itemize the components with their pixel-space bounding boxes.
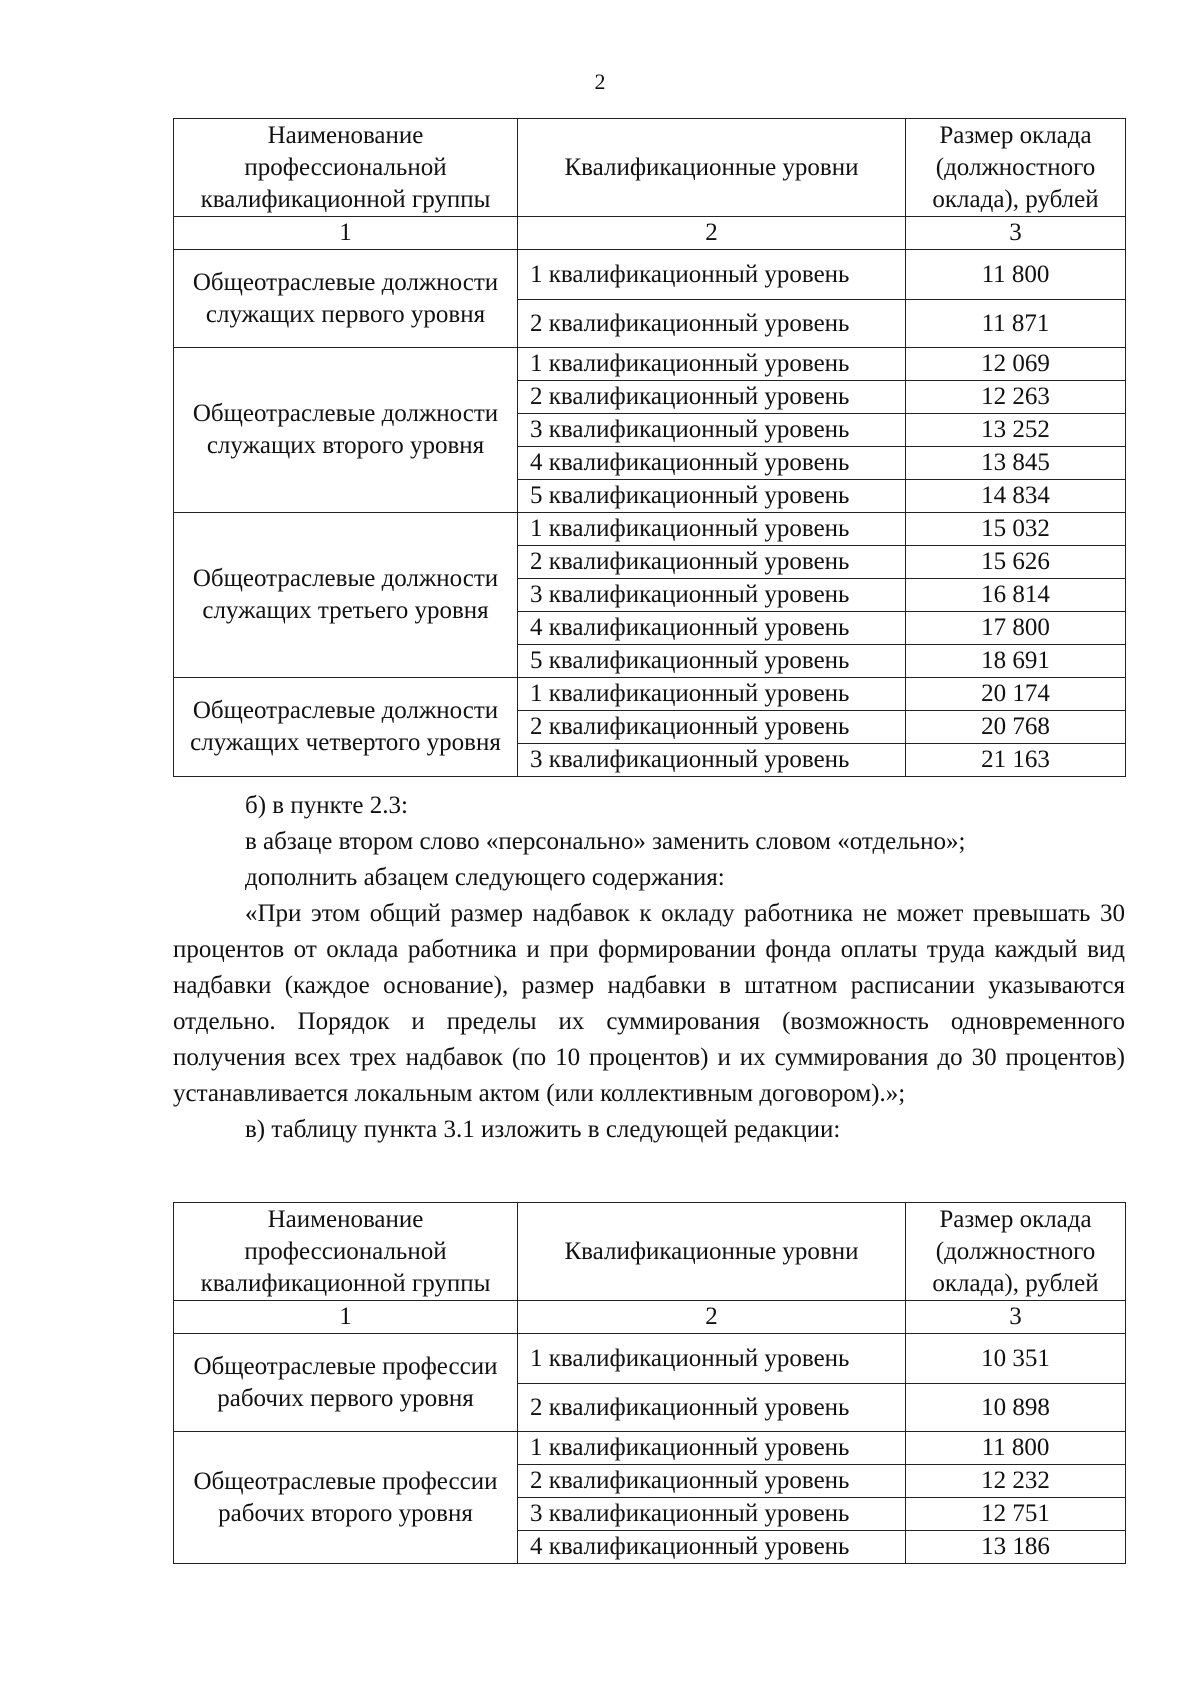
header-group-name: Наименование профессиональной квалификационной группы	[174, 1203, 518, 1301]
qualification-level: 5 квалификационный уровень	[518, 480, 906, 513]
column-number: 3	[906, 1301, 1126, 1334]
table-number-row	[174, 1301, 1126, 1334]
qualification-level: 3 квалификационный уровень	[518, 414, 906, 447]
header-salary: Размер оклада (должностного оклада), рублей	[906, 1203, 1126, 1301]
qualification-level: 3 квалификационный уровень	[518, 1498, 906, 1531]
group-name: Общеотраслевые должности служащих второго уровня	[174, 348, 518, 513]
salary-value: 12 069	[906, 348, 1126, 381]
salary-value: 13 186	[906, 1531, 1126, 1564]
table-header-row	[174, 119, 1126, 217]
qualification-level: 5 квалификационный уровень	[518, 645, 906, 678]
salary-value: 15 626	[906, 546, 1126, 579]
salary-value: 14 834	[906, 480, 1126, 513]
salary-value: 20 768	[906, 711, 1126, 744]
salary-value: 12 263	[906, 381, 1126, 414]
qualification-level: 3 квалификационный уровень	[518, 744, 906, 777]
salary-value: 13 845	[906, 447, 1126, 480]
table-number-row	[174, 217, 1126, 250]
salary-value: 10 351	[906, 1334, 1126, 1384]
qualification-level: 2 квалификационный уровень	[518, 711, 906, 744]
salary-table-employees	[173, 118, 1126, 777]
salary-value: 21 163	[906, 744, 1126, 777]
salary-value: 20 174	[906, 678, 1126, 711]
salary-value: 18 691	[906, 645, 1126, 678]
group-name: Общеотраслевые должности служащих третьего уровня	[174, 513, 518, 678]
paragraph-replace-word: в абзаце втором слово «персонально» заменить словом «отдельно»;	[245, 828, 966, 855]
salary-value: 11 800	[906, 1432, 1126, 1465]
group-name: Общеотраслевые должности служащих четвертого уровня	[174, 678, 518, 777]
column-number: 1	[174, 1301, 518, 1334]
qualification-level: 1 квалификационный уровень	[518, 1432, 906, 1465]
qualification-level: 2 квалификационный уровень	[518, 546, 906, 579]
table-header-row	[174, 1203, 1126, 1301]
qualification-level: 2 квалификационный уровень	[518, 300, 906, 348]
qualification-level: 2 квалификационный уровень	[518, 1384, 906, 1432]
salary-value: 11 800	[906, 250, 1126, 300]
salary-value: 11 871	[906, 300, 1126, 348]
column-number: 1	[174, 217, 518, 250]
item-v: в) таблицу пункта 3.1 изложить в следующей редакции:	[245, 1116, 841, 1143]
qualification-level: 1 квалификационный уровень	[518, 348, 906, 381]
salary-value: 16 814	[906, 579, 1126, 612]
group-name: Общеотраслевые должности служащих первого уровня	[174, 250, 518, 348]
salary-value: 13 252	[906, 414, 1126, 447]
salary-value: 15 032	[906, 513, 1126, 546]
qualification-level: 4 квалификационный уровень	[518, 447, 906, 480]
table-row	[174, 348, 1126, 381]
column-number: 2	[518, 217, 906, 250]
qualification-level: 1 квалификационный уровень	[518, 1334, 906, 1384]
qualification-level: 3 квалификационный уровень	[518, 579, 906, 612]
salary-table-workers	[173, 1202, 1126, 1564]
qualification-level: 4 квалификационный уровень	[518, 612, 906, 645]
table-row	[174, 513, 1126, 546]
qualification-level: 1 квалификационный уровень	[518, 250, 906, 300]
paragraph-add: дополнить абзацем следующего содержания:	[245, 864, 725, 891]
item-b: б) в пункте 2.3:	[245, 792, 408, 819]
salary-value: 12 232	[906, 1465, 1126, 1498]
header-salary: Размер оклада (должностного оклада), рублей	[906, 119, 1126, 217]
header-levels: Квалификационные уровни	[518, 119, 906, 217]
table-row	[174, 1334, 1126, 1384]
group-name: Общеотраслевые профессии рабочих первого уровня	[174, 1334, 518, 1432]
qualification-level: 1 квалификационный уровень	[518, 513, 906, 546]
qualification-level: 4 квалификационный уровень	[518, 1531, 906, 1564]
column-number: 3	[906, 217, 1126, 250]
header-group-name: Наименование профессиональной квалификационной группы	[174, 119, 518, 217]
salary-value: 10 898	[906, 1384, 1126, 1432]
table-row	[174, 1432, 1126, 1465]
header-levels: Квалификационные уровни	[518, 1203, 906, 1301]
group-name: Общеотраслевые профессии рабочих второго уровня	[174, 1432, 518, 1564]
quoted-paragraph: «При этом общий размер надбавок к окладу работника не может превышать 30 процентов от оклада работника и при формировании фонда оплаты труда каждый вид надбавки (каждое основание), размер надбавки в штатном расписании указываются отдельно. Порядок и пределы их суммирования (возможность одновременного получения всех трех надбавок (по 10 процентов) и их суммирования до 30 процентов) устанавливается локальным актом (или коллективным договором).»;	[173, 900, 1125, 1107]
page-number: 2	[594, 69, 606, 94]
qualification-level: 2 квалификационный уровень	[518, 381, 906, 414]
salary-value: 12 751	[906, 1498, 1126, 1531]
qualification-level: 2 квалификационный уровень	[518, 1465, 906, 1498]
table-row	[174, 678, 1126, 711]
salary-value: 17 800	[906, 612, 1126, 645]
amendment-text	[173, 788, 1125, 1148]
table-row	[174, 250, 1126, 300]
column-number: 2	[518, 1301, 906, 1334]
qualification-level: 1 квалификационный уровень	[518, 678, 906, 711]
